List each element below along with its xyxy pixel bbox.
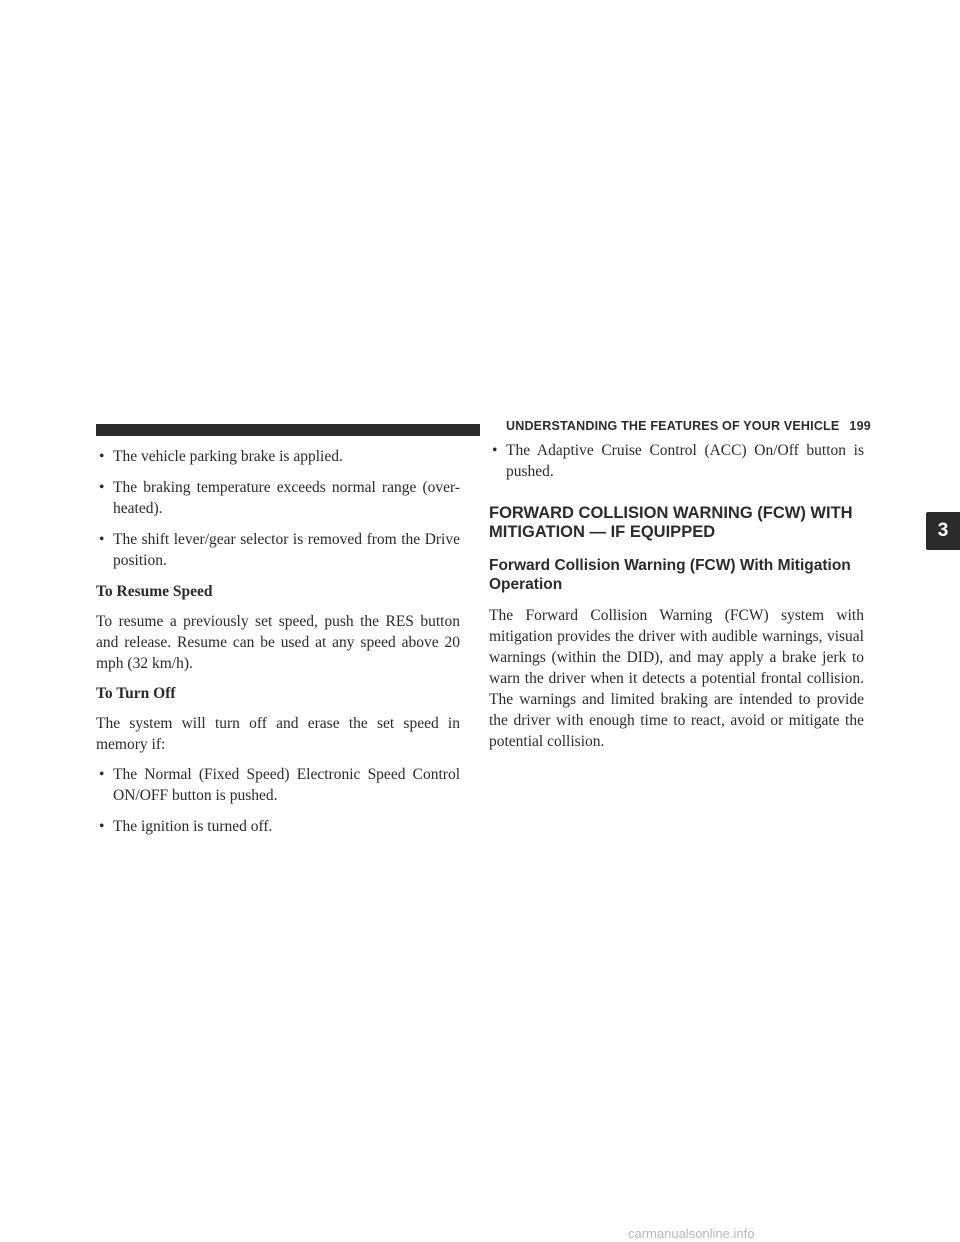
bullet-icon: •: [492, 442, 498, 459]
list-item-text: The vehicle parking brake is applied.: [113, 448, 343, 465]
list-item-text: The ignition is turned off.: [113, 818, 273, 835]
running-header: [506, 419, 871, 433]
resume-speed-heading: To Resume Speed: [96, 583, 213, 600]
section-heading: FORWARD COLLISION WARNING (FCW) WITH MITIGATION — IF EQUIPPED: [489, 504, 853, 541]
watermark-logo: carmanualsonline.info: [628, 1226, 755, 1241]
list-item: [96, 529, 460, 571]
list-item: [96, 816, 460, 837]
bullet-icon: •: [99, 818, 105, 835]
fcw-body-text: The Forward Collision Warning (FCW) system with mitigation provides the driver with audible warnings, visual warnings (within the DID), and may apply a brake jerk to warn the driver when it detects a potential frontal collision. The warnings and limited braking are intended to provide the driver with enough time to react, avoid or mitigate the potential collision.: [489, 607, 864, 750]
turn-off-text: The system will turn off and erase the set speed in memory if:: [96, 715, 460, 753]
left-column: [96, 446, 460, 847]
section-title: UNDERSTANDING THE FEATURES OF YOUR VEHICLE: [506, 419, 840, 433]
turn-off-heading: To Turn Off: [96, 685, 176, 702]
right-column: [489, 440, 864, 761]
bullet-icon: •: [99, 531, 105, 548]
chapter-tab: 3: [926, 512, 960, 550]
bullet-icon: •: [99, 479, 105, 496]
resume-speed-text: To resume a previously set speed, push the RES button and release. Resume can be used at any speed above 20 mph (32 km/h).: [96, 613, 460, 672]
list-item: [489, 440, 864, 482]
list-item: [96, 764, 460, 806]
list-item-text: The braking temperature exceeds normal range (over-heated).: [113, 479, 460, 517]
bullet-icon: •: [99, 766, 105, 783]
list-item-text: The shift lever/gear selector is removed from the Drive position.: [113, 531, 460, 569]
bullet-icon: •: [99, 448, 105, 465]
list-item: [96, 446, 460, 467]
header-rule: [96, 424, 480, 436]
list-item-text: The Normal (Fixed Speed) Electronic Speed Control ON/OFF button is pushed.: [113, 766, 460, 804]
page-number: 199: [849, 419, 871, 433]
list-item-text: The Adaptive Cruise Control (ACC) On/Off button is pushed.: [506, 442, 864, 480]
list-item: [96, 477, 460, 519]
subsection-heading: Forward Collision Warning (FCW) With Mitigation Operation: [489, 557, 851, 593]
